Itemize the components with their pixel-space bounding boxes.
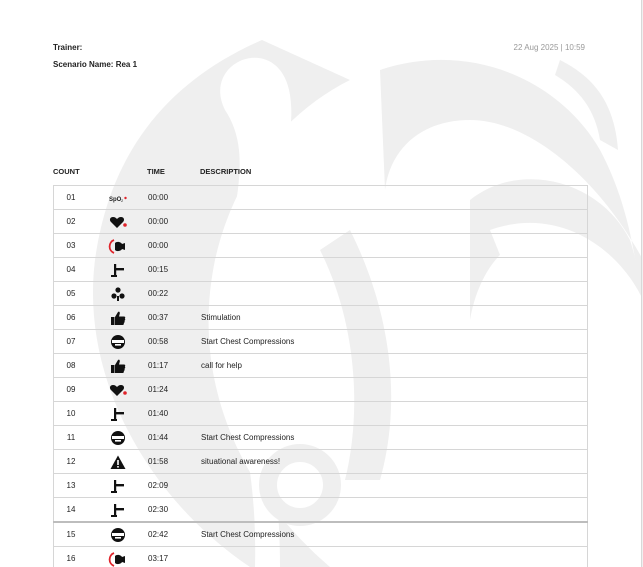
table-row — [54, 282, 588, 306]
row-time: 01:24 — [148, 378, 201, 402]
row-description: situational awareness! — [201, 450, 588, 474]
row-description: Start Chest Compressions — [201, 426, 588, 450]
row-time: 02:42 — [148, 522, 201, 547]
row-icon-cell — [88, 547, 148, 567]
row-icon-cell — [88, 258, 148, 282]
row-description — [201, 378, 588, 402]
defibrillator-icon — [108, 238, 128, 254]
row-description — [201, 210, 588, 234]
row-description — [201, 474, 588, 498]
table-row — [54, 210, 588, 234]
row-icon-cell — [88, 234, 148, 258]
row-count: 01 — [54, 186, 89, 210]
row-icon-cell — [88, 210, 148, 234]
warning-icon — [108, 454, 128, 470]
heart-rate-icon — [108, 382, 128, 398]
row-time: 00:00 — [148, 234, 201, 258]
spo2-icon — [108, 190, 128, 206]
row-icon-cell — [88, 426, 148, 450]
table-row — [54, 186, 588, 210]
cpr-icon — [108, 527, 128, 543]
heart-rate-icon — [108, 214, 128, 230]
table-row — [54, 402, 588, 426]
row-description: Stimulation — [201, 306, 588, 330]
table-row — [54, 234, 588, 258]
row-count: 05 — [54, 282, 89, 306]
thumbs-up-icon — [108, 358, 128, 374]
row-description — [201, 258, 588, 282]
table-row — [54, 378, 588, 402]
row-count: 15 — [54, 522, 89, 547]
report-date: 22 Aug 2025 | 10:59 — [513, 43, 585, 52]
row-icon-cell — [88, 306, 148, 330]
row-count: 11 — [54, 426, 89, 450]
table-row — [54, 306, 588, 330]
row-time: 01:58 — [148, 450, 201, 474]
row-icon-cell — [88, 498, 148, 523]
row-icon-cell — [88, 378, 148, 402]
column-header-count: COUNT — [53, 167, 80, 176]
row-count: 02 — [54, 210, 89, 234]
thumbs-up-icon — [108, 310, 128, 326]
row-count: 14 — [54, 498, 89, 523]
table-row — [54, 450, 588, 474]
column-header-time: TIME — [147, 167, 165, 176]
airway-icon — [108, 262, 128, 278]
row-time: 00:00 — [148, 210, 201, 234]
trainer-label: Trainer: — [53, 43, 83, 52]
table-row — [54, 522, 588, 547]
table-row — [54, 426, 588, 450]
airway-icon — [108, 478, 128, 494]
row-description: call for help — [201, 354, 588, 378]
row-icon-cell — [88, 282, 148, 306]
table-row — [54, 547, 588, 567]
table-row — [54, 330, 588, 354]
column-header-description: DESCRIPTION — [200, 167, 252, 176]
row-description — [201, 234, 588, 258]
row-time: 00:37 — [148, 306, 201, 330]
row-icon-cell — [88, 186, 148, 210]
row-time: 00:00 — [148, 186, 201, 210]
defibrillator-icon — [108, 551, 128, 567]
cpr-icon — [108, 334, 128, 350]
airway-icon — [108, 502, 128, 518]
row-count: 06 — [54, 306, 89, 330]
row-count: 08 — [54, 354, 89, 378]
scenario-name: Scenario Name: Rea 1 — [53, 60, 138, 69]
row-time: 02:09 — [148, 474, 201, 498]
row-description: Start Chest Compressions — [201, 330, 588, 354]
row-count: 13 — [54, 474, 89, 498]
row-description — [201, 498, 588, 523]
row-time: 01:17 — [148, 354, 201, 378]
row-time: 01:44 — [148, 426, 201, 450]
row-time: 00:58 — [148, 330, 201, 354]
row-time: 01:40 — [148, 402, 201, 426]
airway-icon — [108, 406, 128, 422]
row-time: 00:15 — [148, 258, 201, 282]
row-count: 04 — [54, 258, 89, 282]
row-icon-cell — [88, 522, 148, 547]
table-row — [54, 258, 588, 282]
row-time: 03:17 — [148, 547, 201, 567]
row-count: 10 — [54, 402, 89, 426]
row-count: 03 — [54, 234, 89, 258]
row-time: 00:22 — [148, 282, 201, 306]
row-description — [201, 186, 588, 210]
row-count: 07 — [54, 330, 89, 354]
row-icon-cell — [88, 474, 148, 498]
row-description — [201, 282, 588, 306]
row-time: 02:30 — [148, 498, 201, 523]
cpr-icon — [108, 430, 128, 446]
row-description: Start Chest Compressions — [201, 522, 588, 547]
table-row — [54, 498, 588, 523]
row-icon-cell — [88, 354, 148, 378]
row-count: 16 — [54, 547, 89, 567]
table-row — [54, 474, 588, 498]
row-icon-cell — [88, 402, 148, 426]
row-icon-cell — [88, 450, 148, 474]
row-icon-cell — [88, 330, 148, 354]
row-description — [201, 402, 588, 426]
event-log-table — [53, 185, 588, 567]
row-count: 12 — [54, 450, 89, 474]
row-count: 09 — [54, 378, 89, 402]
row-description — [201, 547, 588, 567]
table-row — [54, 354, 588, 378]
ventilation-icon — [108, 286, 128, 302]
